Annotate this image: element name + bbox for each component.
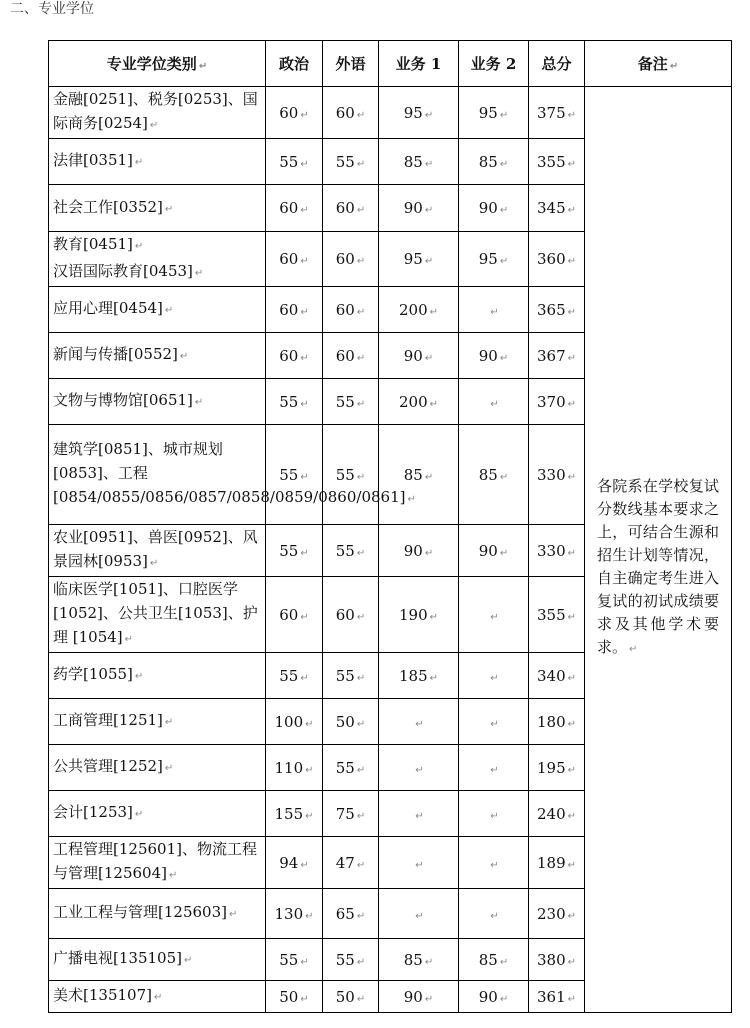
course2-cell: 85 ↵	[459, 939, 529, 981]
foreign-cell: 55 ↵	[323, 139, 379, 185]
category-cell: 社会工作[0352] ↵	[49, 185, 266, 232]
course2-cell: ↵	[459, 791, 529, 837]
header-note: 备注 ↵	[585, 41, 732, 87]
foreign-cell: 60 ↵	[323, 87, 379, 139]
foreign-cell: 55 ↵	[323, 745, 379, 791]
foreign-cell: 50 ↵	[323, 981, 379, 1013]
category-text: 汉语国际教育[0453]	[53, 262, 193, 280]
course1-cell: ↵	[379, 837, 459, 889]
total-cell: 340 ↵	[529, 653, 585, 699]
politics-cell: 55 ↵	[266, 939, 323, 981]
course2-cell: ↵	[459, 653, 529, 699]
total-cell: 361 ↵	[529, 981, 585, 1013]
total-cell: 365 ↵	[529, 287, 585, 333]
politics-cell: 55 ↵	[266, 379, 323, 425]
category-cell: 美术[135107] ↵	[49, 981, 266, 1013]
politics-cell: 60 ↵	[266, 185, 323, 232]
section-title: 二、专业学位	[10, 1, 94, 17]
category-cell: 工商管理[1251] ↵	[49, 699, 266, 745]
category-cell: 药学[1055] ↵	[49, 653, 266, 699]
category-cell: 广播电视[135105] ↵	[49, 939, 266, 981]
total-cell: 189 ↵	[529, 837, 585, 889]
course1-cell: 185 ↵	[379, 653, 459, 699]
course1-cell: 85 ↵	[379, 939, 459, 981]
politics-cell: 60 ↵	[266, 287, 323, 333]
politics-cell: 60 ↵	[266, 577, 323, 653]
course2-cell: ↵	[459, 889, 529, 939]
foreign-cell: 47 ↵	[323, 837, 379, 889]
course1-cell: 200 ↵	[379, 287, 459, 333]
foreign-cell: 55 ↵	[323, 939, 379, 981]
total-cell: 230 ↵	[529, 889, 585, 939]
total-cell: 355 ↵	[529, 577, 585, 653]
politics-cell: 55 ↵	[266, 139, 323, 185]
category-cell: 会计[1253] ↵	[49, 791, 266, 837]
politics-cell: 55 ↵	[266, 525, 323, 577]
foreign-cell: 60 ↵	[323, 185, 379, 232]
course2-cell: 95 ↵	[459, 87, 529, 139]
header-course2: 业务 2	[459, 41, 529, 87]
table-row	[49, 87, 732, 139]
category-text: 社会工作[0352]	[53, 197, 163, 216]
category-text: 公共管理[1252]	[53, 757, 163, 775]
course1-cell: ↵	[379, 745, 459, 791]
table-body	[49, 87, 732, 1013]
category-cell: 教育[0451] ↵ 汉语国际教育[0453] ↵	[49, 232, 266, 287]
course1-cell: 85 ↵	[379, 139, 459, 185]
total-cell: 380 ↵	[529, 939, 585, 981]
course2-cell: 90 ↵	[459, 981, 529, 1013]
category-cell: 临床医学[1051]、口腔医学[1052]、公共卫生[1053]、护理 [1054] ↵	[49, 577, 266, 653]
category-text: 教育[0451]	[53, 235, 133, 253]
category-cell: 农业[0951]、兽医[0952]、风景园林[0953] ↵	[49, 525, 266, 577]
score-table	[48, 40, 732, 1013]
total-cell: 345 ↵	[529, 185, 585, 232]
course1-cell: ↵	[379, 791, 459, 837]
header-foreign: 外语	[323, 41, 379, 87]
course1-cell: 85 ↵	[379, 425, 459, 525]
category-cell: 文物与博物馆[0651] ↵	[49, 379, 266, 425]
category-text: 新闻与传播[0552]	[53, 345, 178, 363]
header-course1: 业务 1	[379, 41, 459, 87]
note-cell	[585, 87, 732, 1013]
foreign-cell: 60 ↵	[323, 232, 379, 287]
course1-cell: 200 ↵	[379, 379, 459, 425]
politics-cell: 60 ↵	[266, 333, 323, 379]
total-cell: 355 ↵	[529, 139, 585, 185]
foreign-cell: 55 ↵	[323, 653, 379, 699]
politics-cell: 60 ↵	[266, 232, 323, 287]
category-cell: 建筑学[0851]、城市规划[0853]、工程[0854/0855/0856/0857/0858/0859/0860/0861] ↵	[49, 425, 266, 525]
course2-cell: ↵	[459, 379, 529, 425]
category-text: 建筑学[0851]、城市规划[0853]、工程[0854/0855/0856/0857/0858/0859/0860/0861]	[53, 440, 406, 506]
category-text: 应用心理[0454]	[53, 299, 163, 317]
category-text: 美术[135107]	[53, 986, 152, 1004]
foreign-cell: 60 ↵	[323, 577, 379, 653]
category-text: 农业[0951]、兽医[0952]、风景园林[0953]	[53, 528, 258, 570]
category-text: 文物与博物馆[0651]	[53, 391, 193, 409]
course2-cell: ↵	[459, 837, 529, 889]
politics-cell: 55 ↵	[266, 425, 323, 525]
course1-cell: ↵	[379, 699, 459, 745]
category-text: 会计[1253]	[53, 803, 133, 821]
politics-cell: 110 ↵	[266, 745, 323, 791]
category-text: 金融[0251]、税务[0253]、国际商务[0254]	[53, 90, 258, 132]
foreign-cell: 55 ↵	[323, 525, 379, 577]
course1-cell: 90 ↵	[379, 333, 459, 379]
foreign-cell: 50 ↵	[323, 699, 379, 745]
total-cell: 240 ↵	[529, 791, 585, 837]
category-text: 法律[0351]	[53, 151, 133, 169]
foreign-cell: 55 ↵	[323, 379, 379, 425]
course2-cell: ↵	[459, 577, 529, 653]
course2-cell: 90 ↵	[459, 185, 529, 232]
header-row	[49, 41, 732, 87]
politics-cell: 155 ↵	[266, 791, 323, 837]
politics-cell: 50 ↵	[266, 981, 323, 1013]
course1-cell: 90 ↵	[379, 185, 459, 232]
course1-cell: 90 ↵	[379, 981, 459, 1013]
foreign-cell: 65 ↵	[323, 889, 379, 939]
category-text: 临床医学[1051]、口腔医学[1052]、公共卫生[1053]、护理 [1054]	[53, 580, 258, 646]
total-cell: 370 ↵	[529, 379, 585, 425]
course1-cell: 95 ↵	[379, 87, 459, 139]
header-politics: 政治	[266, 41, 323, 87]
category-cell: 工程管理[125601]、物流工程与管理[125604] ↵	[49, 837, 266, 889]
category-text: 工业工程与管理[125603]	[53, 903, 227, 921]
category-cell: 公共管理[1252] ↵	[49, 745, 266, 791]
foreign-cell: 60 ↵	[323, 287, 379, 333]
course1-cell: 190 ↵	[379, 577, 459, 653]
category-cell: 应用心理[0454] ↵	[49, 287, 266, 333]
politics-cell: 100 ↵	[266, 699, 323, 745]
category-text: 工商管理[1251]	[53, 711, 163, 729]
politics-cell: 60 ↵	[266, 87, 323, 139]
course2-cell: 90 ↵	[459, 333, 529, 379]
category-text: 工程管理[125601]、物流工程与管理[125604]	[53, 840, 257, 882]
politics-cell: 55 ↵	[266, 653, 323, 699]
politics-cell: 130 ↵	[266, 889, 323, 939]
course1-cell: 95 ↵	[379, 232, 459, 287]
course1-cell: ↵	[379, 889, 459, 939]
header-total: 总分	[529, 41, 585, 87]
course2-cell: 85 ↵	[459, 139, 529, 185]
total-cell: 367 ↵	[529, 333, 585, 379]
category-cell: 新闻与传播[0552] ↵	[49, 333, 266, 379]
total-cell: 360 ↵	[529, 232, 585, 287]
note-text: 各院系在学校复试分数线基本要求之上，可结合生源和招生计划等情况，自主确定考生进入复试的初试成绩要求及其他学术要求。 ↵	[597, 476, 719, 656]
course2-cell: 85 ↵	[459, 425, 529, 525]
course1-cell: 90 ↵	[379, 525, 459, 577]
category-text: 广播电视[135105]	[53, 949, 182, 967]
foreign-cell: 60 ↵	[323, 333, 379, 379]
total-cell: 330 ↵	[529, 425, 585, 525]
category-cell: 工业工程与管理[125603] ↵	[49, 889, 266, 939]
course2-cell: 90 ↵	[459, 525, 529, 577]
total-cell: 195 ↵	[529, 745, 585, 791]
politics-cell: 94 ↵	[266, 837, 323, 889]
category-cell: 金融[0251]、税务[0253]、国际商务[0254] ↵	[49, 87, 266, 139]
total-cell: 375 ↵	[529, 87, 585, 139]
foreign-cell: 55 ↵	[323, 425, 379, 525]
total-cell: 330 ↵	[529, 525, 585, 577]
header-category: 专业学位类别 ↵	[49, 41, 266, 87]
total-cell: 180 ↵	[529, 699, 585, 745]
category-text: 药学[1055]	[53, 665, 133, 683]
course2-cell: 95 ↵	[459, 232, 529, 287]
course2-cell: ↵	[459, 287, 529, 333]
course2-cell: ↵	[459, 699, 529, 745]
foreign-cell: 75 ↵	[323, 791, 379, 837]
category-cell: 法律[0351] ↵	[49, 139, 266, 185]
course2-cell: ↵	[459, 745, 529, 791]
